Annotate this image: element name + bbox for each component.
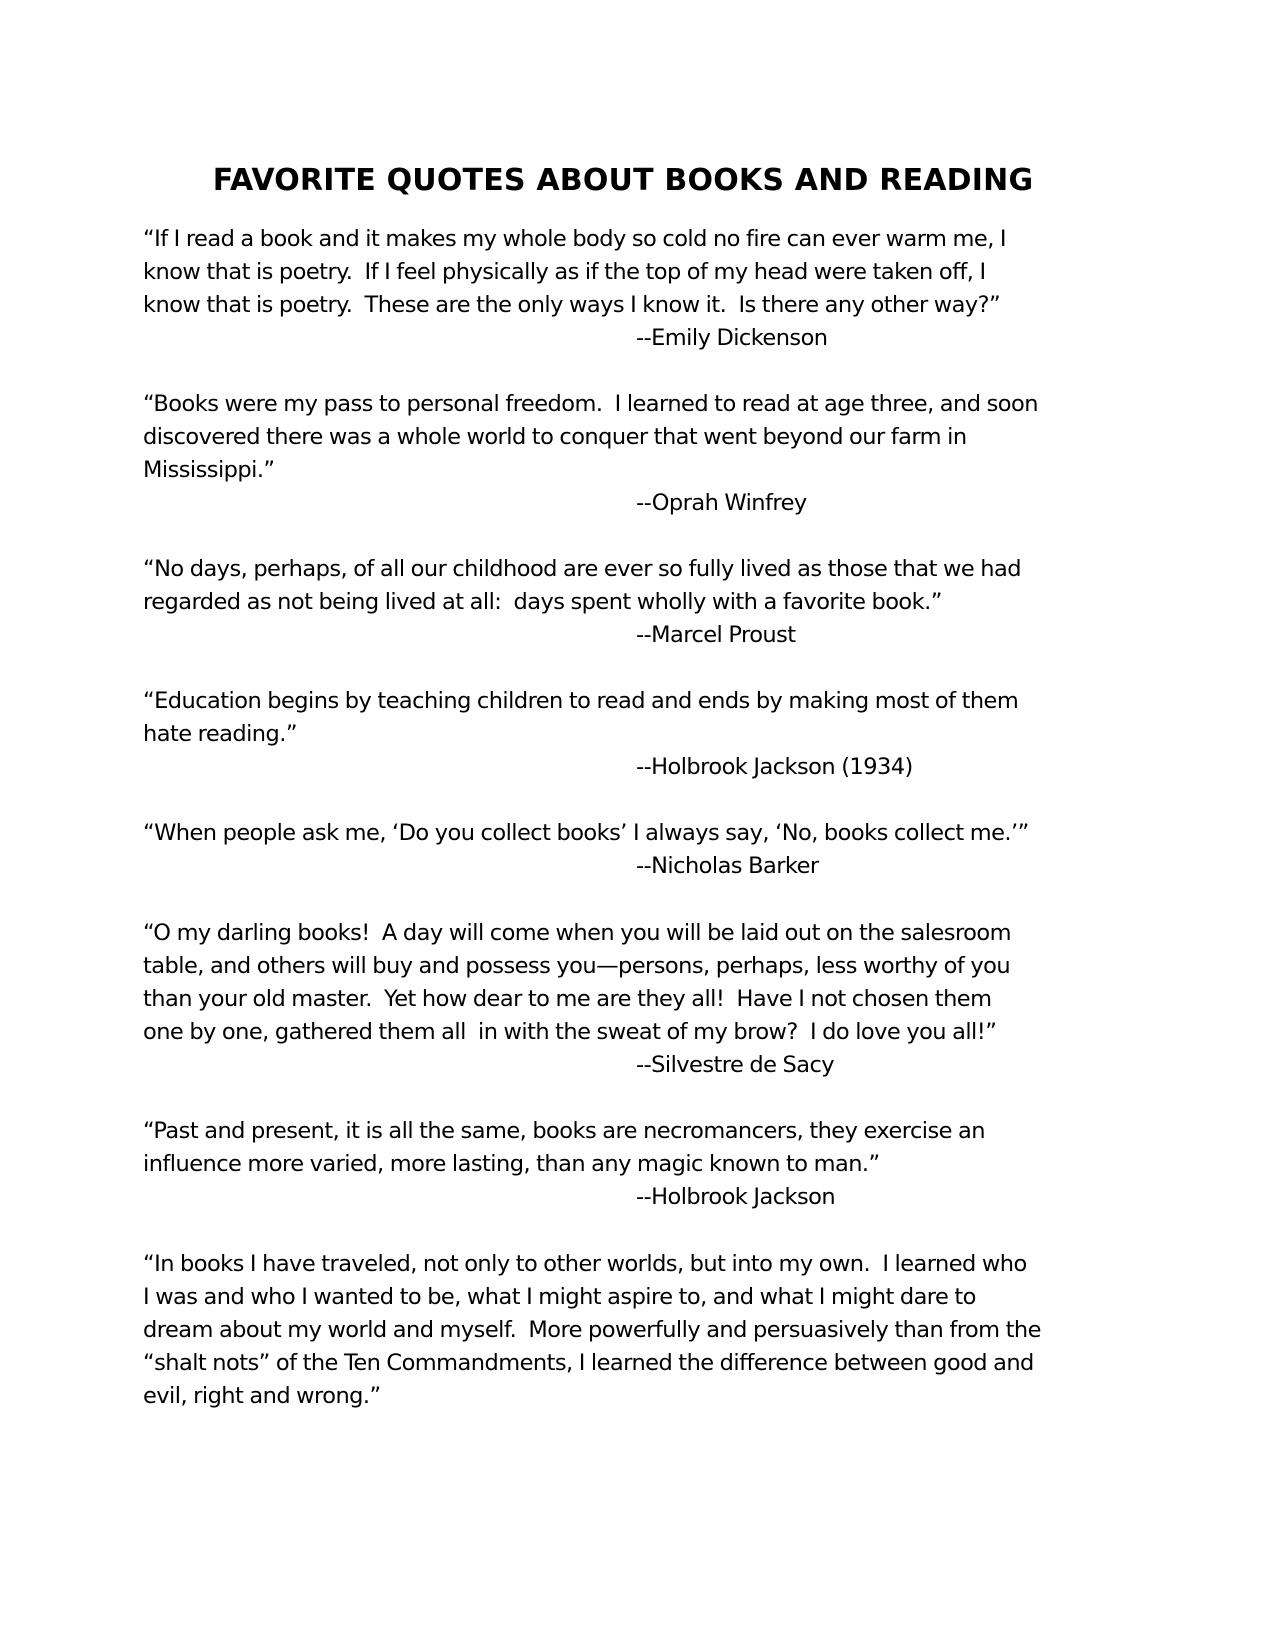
quote-line: regarded as not being lived at all: days spent wholly with a favorite book.” <box>143 589 942 615</box>
quote-holbrook-jackson <box>143 1115 1103 1214</box>
quote-line: influence more varied, more lasting, than any magic known to man.” <box>143 1151 880 1177</box>
quote-author: --Oprah Winfrey <box>636 490 807 516</box>
quote-author: --Holbrook Jackson (1934) <box>636 754 913 780</box>
quote-silvestre-de-sacy <box>143 917 1103 1082</box>
quote-line: know that is poetry. These are the only ways I know it. Is there any other way?” <box>143 292 1001 318</box>
quote-line: “Past and present, it is all the same, books are necromancers, they exercise an <box>143 1118 985 1144</box>
quote-line: “When people ask me, ‘Do you collect books’ I always say, ‘No, books collect me.’” <box>143 820 1029 846</box>
quote-line: “Books were my pass to personal freedom. I learned to read at age three, and soon <box>143 391 1038 417</box>
quote-line: discovered there was a whole world to conquer that went beyond our farm in <box>143 424 967 450</box>
quote-emily-dickenson <box>143 223 1103 355</box>
quote-author: --Holbrook Jackson <box>636 1184 836 1210</box>
quote-author: --Nicholas Barker <box>636 853 819 879</box>
quote-ten-commandments <box>143 1248 1103 1413</box>
quote-line: “O my darling books! A day will come when you will be laid out on the salesroom <box>143 920 1011 946</box>
quote-author: --Emily Dickenson <box>636 325 828 351</box>
quote-author: --Marcel Proust <box>636 622 796 648</box>
quote-line: hate reading.” <box>143 721 297 747</box>
page-title: FAVORITE QUOTES ABOUT BOOKS AND READING <box>212 163 1034 199</box>
quote-line: “No days, perhaps, of all our childhood are ever so fully lived as those that we had <box>143 556 1021 582</box>
quote-nicholas-barker <box>143 817 1103 883</box>
quote-line: know that is poetry. If I feel physically as if the top of my head were taken off, I <box>143 259 986 285</box>
quote-author: --Silvestre de Sacy <box>636 1052 835 1078</box>
quote-marcel-proust <box>143 553 1103 652</box>
quote-line: evil, right and wrong.” <box>143 1383 381 1409</box>
quote-line: “In books I have traveled, not only to other worlds, but into my own. I learned who <box>143 1251 1027 1277</box>
quote-line: table, and others will buy and possess you—persons, perhaps, less worthy of you <box>143 953 1011 979</box>
quote-holbrook-jackson-1934 <box>143 685 1103 784</box>
quote-line: “If I read a book and it makes my whole body so cold no fire can ever warm me, I <box>143 226 1006 252</box>
quote-line: “shalt nots” of the Ten Commandments, I learned the difference between good and <box>143 1350 1034 1376</box>
quote-line: than your old master. Yet how dear to me are they all! Have I not chosen them <box>143 986 992 1012</box>
quote-line: Mississippi.” <box>143 457 275 483</box>
quote-line: dream about my world and myself. More powerfully and persuasively than from the <box>143 1317 1041 1343</box>
quote-oprah-winfrey <box>143 388 1103 520</box>
quote-line: “Education begins by teaching children to read and ends by making most of them <box>143 688 1019 714</box>
quote-line: I was and who I wanted to be, what I might aspire to, and what I might dare to <box>143 1284 976 1310</box>
quote-line: one by one, gathered them all in with the sweat of my brow? I do love you all!” <box>143 1019 997 1045</box>
